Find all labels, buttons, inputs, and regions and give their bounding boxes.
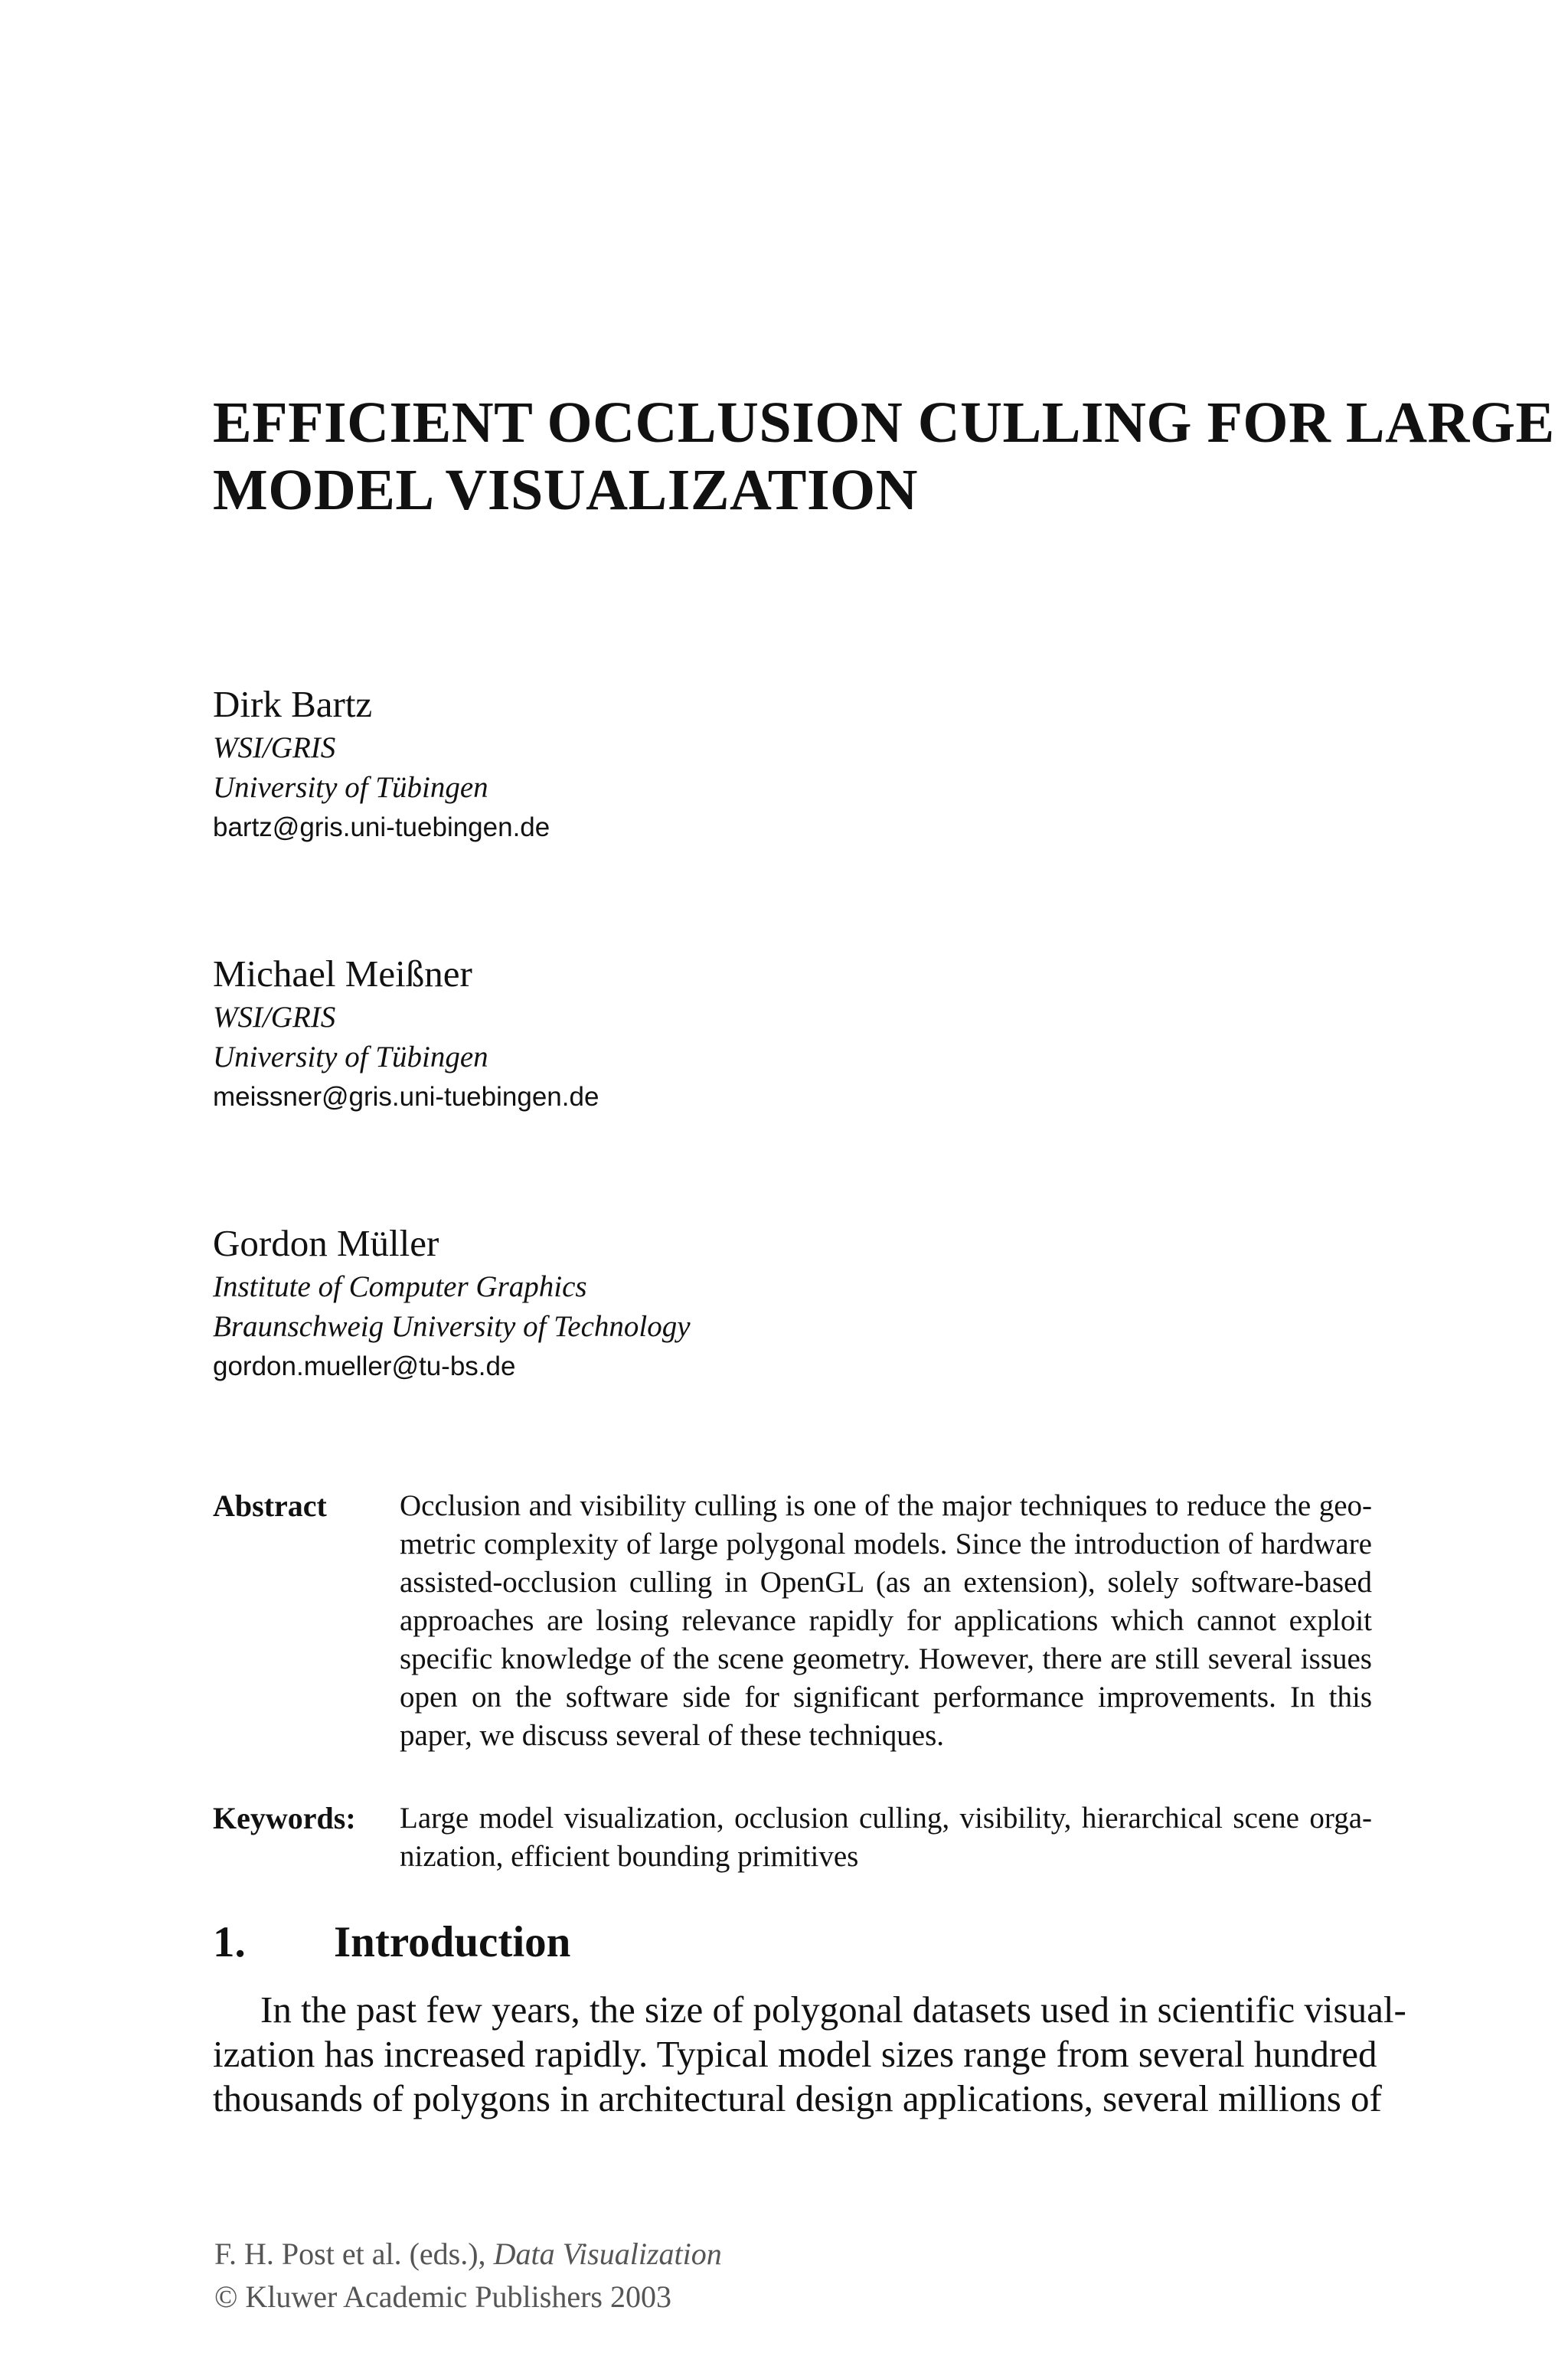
publication-footer <box>214 2233 722 2319</box>
author-affiliation: University of Tübingen <box>213 771 488 804</box>
abstract-line: assisted-occlusion culling in OpenGL (as an extension), solely software-based <box>400 1566 1372 1599</box>
author-block-1 <box>213 683 550 844</box>
author-affiliation: WSI/GRIS <box>213 1001 336 1034</box>
abstract-label: Abstract <box>213 1489 327 1523</box>
author-block-2 <box>213 953 599 1113</box>
footer-editors: F. H. Post et al. (eds.), <box>214 2237 494 2271</box>
keywords-text <box>400 1799 1372 1876</box>
paper-title <box>213 389 1555 524</box>
author-name: Michael Meißner <box>213 953 472 995</box>
footer-book-title: Data Visualization <box>493 2237 722 2271</box>
body-line: ization has increased rapidly. Typical model sizes range from several hundred <box>213 2033 1377 2075</box>
section-number: 1. <box>213 1918 246 1966</box>
body-line: In the past few years, the size of polygonal datasets used in scientific visual- <box>260 1988 1406 2031</box>
abstract-line: specific knowledge of the scene geometry. However, there are still several issues <box>400 1642 1372 1675</box>
author-affiliation: University of Tübingen <box>213 1041 488 1073</box>
section-title: Introduction <box>334 1918 571 1966</box>
body-line: thousands of polygons in architectural design applications, several millions of <box>213 2077 1382 2119</box>
author-email: bartz@gris.uni-tuebingen.de <box>213 812 550 842</box>
author-name: Dirk Bartz <box>213 683 373 725</box>
footer-copyright: © Kluwer Academic Publishers 2003 <box>214 2279 671 2314</box>
author-email: gordon.mueller@tu-bs.de <box>213 1351 516 1381</box>
paper-title-line-1: EFFICIENT OCCLUSION CULLING FOR LARGE <box>213 391 1555 455</box>
keywords-line: nization, efficient bounding primitives <box>400 1840 859 1873</box>
keywords-line: Large model visualization, occlusion culling, visibility, hierarchical scene orga- <box>400 1802 1372 1835</box>
abstract-text <box>400 1487 1372 1755</box>
author-name: Gordon Müller <box>213 1222 439 1264</box>
abstract-line: paper, we discuss several of these techniques. <box>400 1719 945 1752</box>
footer-citation <box>214 2233 722 2276</box>
abstract-line: metric complexity of large polygonal models. Since the introduction of hardware <box>400 1528 1372 1560</box>
abstract-line: open on the software side for significant performance improvements. In this <box>400 1681 1372 1714</box>
abstract-line: Occlusion and visibility culling is one of the major techniques to reduce the geo- <box>400 1489 1372 1522</box>
author-affiliation: Braunschweig University of Technology <box>213 1310 691 1343</box>
author-email: meissner@gris.uni-tuebingen.de <box>213 1082 599 1112</box>
keywords-label: Keywords: <box>213 1801 356 1835</box>
author-affiliation: Institute of Computer Graphics <box>213 1270 587 1303</box>
author-block-3 <box>213 1222 691 1383</box>
paper-title-line-2: MODEL VISUALIZATION <box>213 458 919 522</box>
author-affiliation: WSI/GRIS <box>213 731 336 764</box>
section-body <box>213 1988 1406 2121</box>
abstract-line: approaches are losing relevance rapidly for applications which cannot exploit <box>400 1604 1372 1637</box>
